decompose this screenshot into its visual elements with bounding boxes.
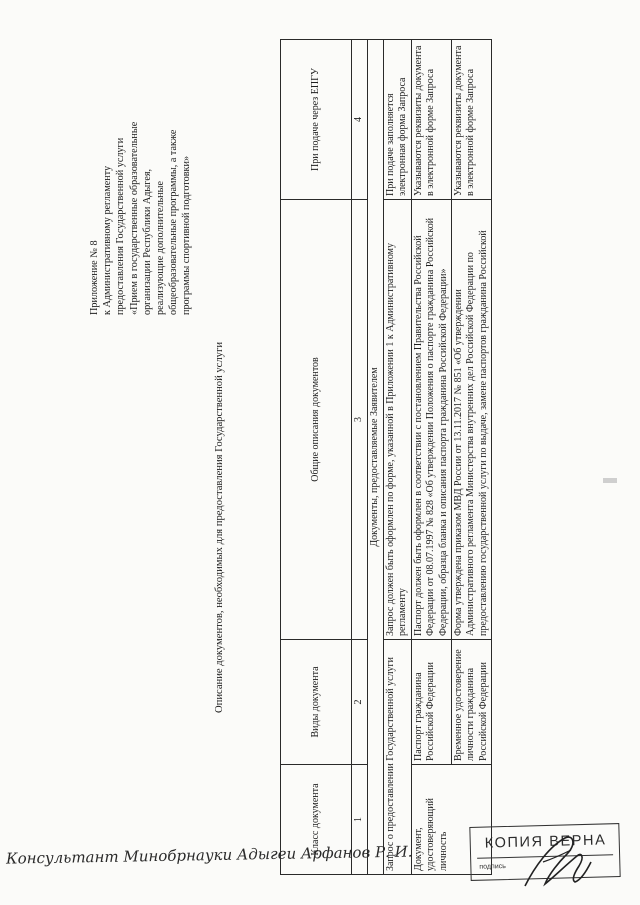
column-number-row — [352, 40, 368, 875]
signature-scribble — [515, 826, 605, 896]
table-row — [384, 40, 412, 875]
cell-description: Паспорт должен быть оформлен в соответствии с постановлением Правительства Российской Федерации от 08.07.1997 № 828 «Об утверждении Положения о паспорте гражданина Российской Федерации, образца бланка и описания паспорта гражданина Российской Федерации» — [411, 200, 451, 640]
column-number: 2 — [352, 640, 368, 765]
header-epgu: При подаче через ЕПГУ — [281, 40, 352, 200]
cell-epgu: Указываются реквизиты документа в электронной форме Запроса — [452, 40, 492, 200]
table-header-row — [281, 40, 352, 875]
appendix-line: реализующие дополнительные — [155, 181, 167, 315]
documents-table — [280, 39, 492, 875]
cell-class: Документ, удостоверяющий личность — [411, 765, 491, 875]
stamp-sign-label: подпись — [479, 863, 506, 871]
appendix-block — [88, 5, 194, 315]
scan-edge-mark — [603, 478, 617, 483]
appendix-line: «Прием в государственные образовательные — [128, 121, 140, 315]
cell-kind: Паспорт гражданина Российской Федерации — [411, 640, 451, 765]
cell-description: Запрос должен быть оформлен по форме, указанной в Приложении 1 к Административному регламенту — [384, 200, 412, 640]
cell-kind: Временное удостоверение личности гражданина Российской Федерации — [452, 640, 492, 765]
document-heading: Описание документов, необходимых для предоставления Государственной услуги — [214, 342, 225, 713]
table-row — [452, 40, 492, 875]
appendix-line: предоставления Государственной услуги — [115, 137, 127, 315]
column-number: 4 — [352, 40, 368, 200]
header-description: Общие описания документов — [281, 200, 352, 640]
appendix-line: общеобразовательные программы, а также — [168, 129, 180, 315]
cell-epgu: Указываются реквизиты документа в электронной форме Запроса — [411, 40, 451, 200]
cell-description: Форма утверждена приказом МВД России от 13.11.2017 № 851 «Об утверждении Административного регламента Министерства внутренних дел Российской Федерации по предоставлению государственной услуги по выдаче, замене паспортов гражданина Российской — [452, 200, 492, 640]
header-document-kind: Виды документа — [281, 640, 352, 765]
appendix-line: организации Республики Адыгея, — [141, 168, 153, 315]
handwritten-note: Консультант Минобрнауки Адыгеи Арфанов Р. И. — [5, 842, 413, 868]
header-document-class: Класс документа — [281, 765, 352, 875]
table-row — [411, 40, 451, 875]
appendix-line: Приложение № 8 — [89, 240, 100, 315]
column-number: 1 — [352, 765, 368, 875]
column-number: 3 — [352, 200, 368, 640]
section-row — [368, 40, 384, 875]
cell-epgu: При подаче заполняется электронная форма Запроса — [384, 40, 412, 200]
appendix-line: к Административному регламенту — [102, 165, 114, 315]
cell-class: Запрос о предоставлении Государственной услуги — [384, 640, 412, 875]
stamp-title: КОПИЯ ВЕРНА — [484, 832, 607, 852]
appendix-line: программы спортивной подготовки» — [181, 155, 193, 315]
section-title: Документы, предоставляемые Заявителем — [368, 40, 384, 875]
